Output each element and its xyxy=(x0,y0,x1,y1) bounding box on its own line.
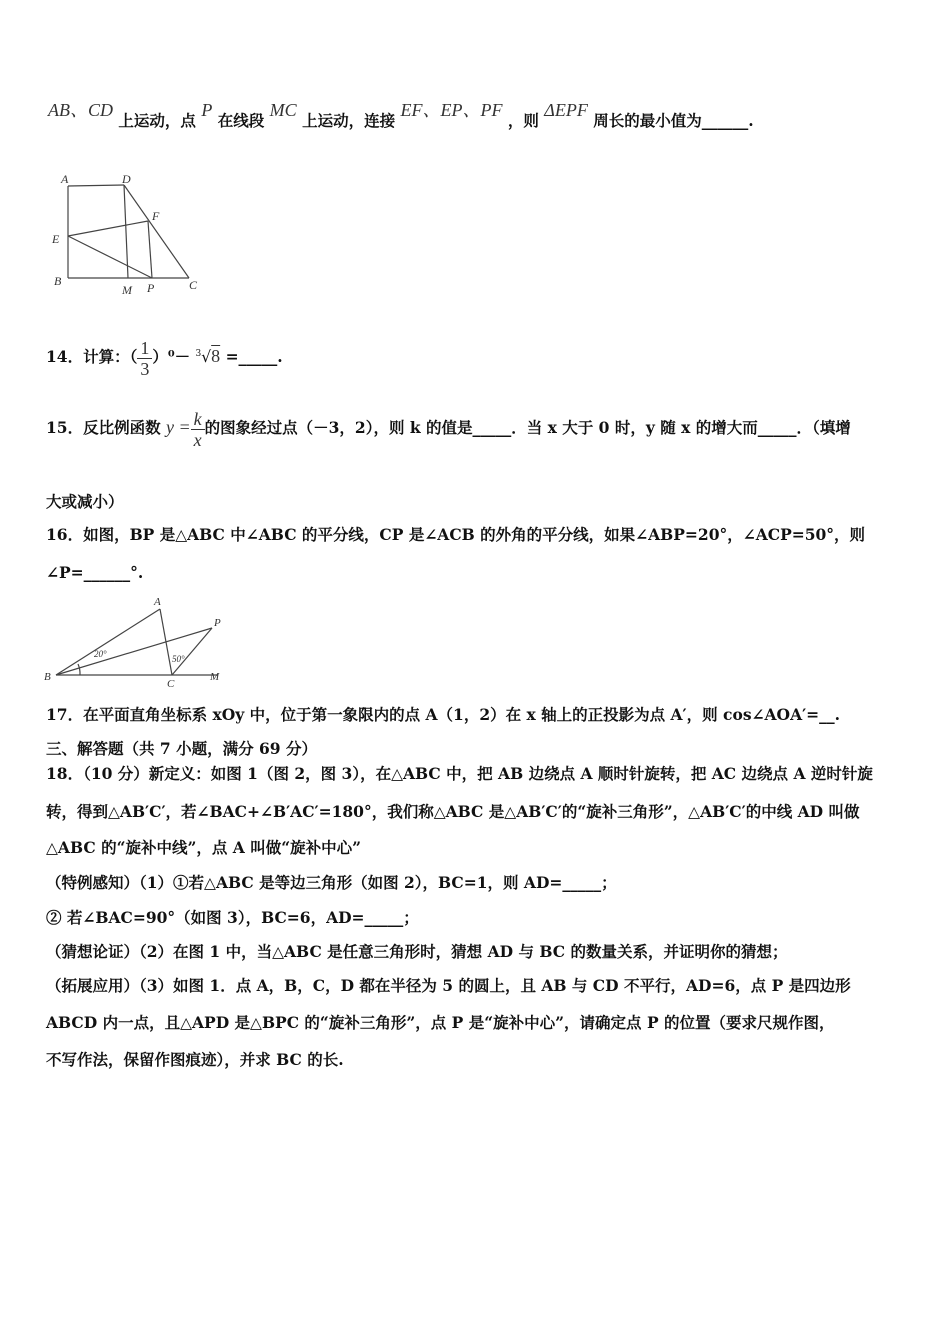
seg-ba xyxy=(56,609,160,675)
q18-line4: （特例感知）（1）①若△ABC 是等边三角形（如图 2），BC=1，则 AD=_____； xyxy=(46,873,617,892)
q13-triangle: ΔEPF xyxy=(544,100,588,120)
q18-line6: （猜想论证）（2）在图 1 中，当△ABC 是任意三角形时，猜想 AD 与 BC 的数量关系，并证明你的猜想； xyxy=(46,942,788,961)
q13-line xyxy=(48,100,754,131)
q14-radicand: 8 xyxy=(211,346,221,367)
q15-text1: 的图象经过点（－3，2），则 k 的值是_____．当 x 大于 0 时，y 随 x 的增大而_____．（填增 xyxy=(204,418,851,437)
seg-pf xyxy=(148,221,152,278)
q15-denominator: x xyxy=(193,429,202,450)
q16-line1: 16．如图，BP 是△ABC 中∠ABC 的平分线，CP 是∠ACB 的外角的平分线，如果∠ABP=20°，∠ACP=50°，则 xyxy=(46,525,866,544)
q18-line2: 转，得到△AB′C′，若∠BAC+∠B′AC′=180°，我们称△ABC 是△AB′C′的“旋补三角形”，△AB′C′的中线 AD 叫做 xyxy=(46,802,860,821)
q14-post: =_____. xyxy=(225,347,283,367)
label-c: C xyxy=(167,678,175,688)
q14-fraction xyxy=(137,338,152,379)
seg-ad xyxy=(68,185,124,186)
label-p: P xyxy=(214,617,221,629)
seg-cp xyxy=(172,628,212,675)
angle-arc-b xyxy=(78,664,80,675)
q16-figure xyxy=(40,592,240,688)
label-c: C xyxy=(189,278,198,292)
angle-label-50: 50° xyxy=(172,654,185,664)
label-m: M xyxy=(122,283,132,297)
q13-figure xyxy=(44,168,214,298)
q13-text4: ，则 xyxy=(507,111,539,130)
q13-seg2: MC xyxy=(269,100,297,120)
q15-line1 xyxy=(46,404,851,451)
label-d: D xyxy=(122,172,131,186)
q18-line8: ABCD 内一点，且△APD 是△BPC 的“旋补三角形”，点 P 是“旋补中心”，请确定点 P 的位置（要求尺规作图， xyxy=(46,1013,835,1032)
q14-mid: ）⁰－ xyxy=(152,347,191,367)
q13-text5: 周长的最小值为______. xyxy=(593,111,754,130)
seg-ef xyxy=(68,221,148,236)
label-m: M xyxy=(210,671,220,683)
q15-fraction xyxy=(191,409,205,450)
q14-pre: 14．计算：（ xyxy=(46,347,138,367)
q15-numerator: k xyxy=(191,409,205,430)
section3-title: 三、解答题（共 7 小题，满分 69 分） xyxy=(46,739,317,758)
label-b: B xyxy=(54,274,62,288)
q15-line2: 大或减小） xyxy=(46,492,124,511)
q13-segments: EF、EP、PF xyxy=(400,100,503,120)
q18-line1: 18．（10 分）新定义：如图 1（图 2，图 3），在△ABC 中，把 AB 边绕点 A 顺时针旋转，把 AC 边绕点 A 逆时针旋 xyxy=(46,764,873,783)
q15-pre: 15．反比例函数 xyxy=(46,418,161,437)
q18-line7: （拓展应用）（3）如图 1．点 A，B，C，D 都在半径为 5 的圆上，且 AB 与 CD 不平行，AD=6，点 P 是四边形 xyxy=(46,976,851,995)
q16-line2: ∠P=______°. xyxy=(46,563,144,582)
radical-icon: √ xyxy=(201,348,212,367)
q14-root-index: 3 xyxy=(195,349,202,359)
angle-label-20: 20° xyxy=(94,649,107,659)
label-e: E xyxy=(52,232,60,246)
q14-denominator: 3 xyxy=(140,358,150,379)
q18-line9: 不写作法，保留作图痕迹），并求 BC 的长. xyxy=(46,1050,344,1069)
label-a: A xyxy=(61,172,69,186)
q18-line3: △ABC 的“旋补中线”，点 A 叫做“旋补中心” xyxy=(46,838,362,857)
q17: 17．在平面直角坐标系 xOy 中，位于第一象限内的点 A（1，2）在 x 轴上的正投影为点 A′，则 cos∠AOA′=__. xyxy=(46,705,841,724)
q15-y-eq: y = xyxy=(165,417,191,437)
q14 xyxy=(46,332,283,379)
seg-dc xyxy=(124,185,189,278)
q18-line5: ② 若∠BAC=90°（如图 3），BC=6，AD=_____； xyxy=(46,908,419,927)
q13-point-p: P xyxy=(201,100,213,120)
label-a: A xyxy=(154,596,161,608)
label-b: B xyxy=(44,671,51,683)
q13-text1: 上运动，点 xyxy=(118,111,196,130)
q13-seg1: AB、CD xyxy=(48,100,113,120)
q13-text2: 在线段 xyxy=(217,111,265,130)
label-p: P xyxy=(147,281,155,295)
q14-numerator: 1 xyxy=(137,338,152,359)
seg-ep xyxy=(68,236,152,278)
label-f: F xyxy=(152,209,160,223)
q13-text3: 上运动，连接 xyxy=(302,111,396,130)
